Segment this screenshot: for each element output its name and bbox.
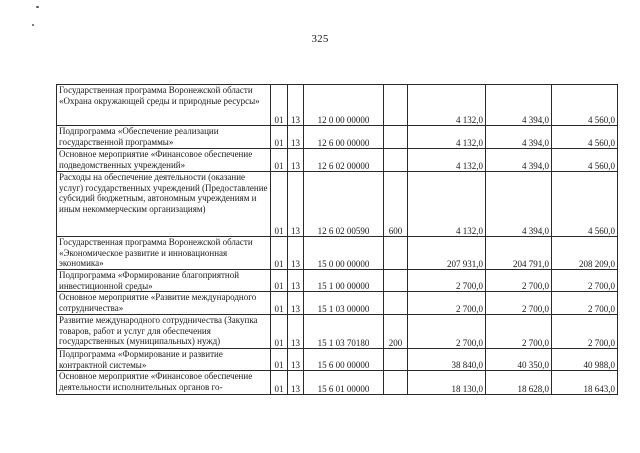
- row-expense-type: [384, 292, 408, 315]
- row-amount-year-3: 18 643,0: [552, 371, 618, 395]
- page-number: 325: [311, 33, 329, 45]
- table-row: [57, 371, 618, 395]
- row-amount-year-3: 4 560,0: [552, 172, 618, 237]
- row-subsection: 13: [288, 85, 304, 126]
- table-row: [57, 126, 618, 149]
- row-target-article: 15 1 03 70180: [304, 315, 384, 349]
- row-amount-year-3: 4 560,0: [552, 149, 618, 172]
- row-amount-year-1: 207 931,0: [408, 237, 486, 270]
- budget-table: [56, 84, 618, 395]
- row-target-article: 12 6 02 00590: [304, 172, 384, 237]
- row-amount-year-2: 4 394,0: [486, 149, 552, 172]
- row-amount-year-2: 2 700,0: [486, 292, 552, 315]
- scan-speck: [36, 6, 39, 8]
- row-section: 01: [271, 237, 288, 270]
- table-row: [57, 172, 618, 237]
- row-subsection: 13: [288, 126, 304, 149]
- row-expense-type: [384, 237, 408, 270]
- row-expense-type: [384, 149, 408, 172]
- row-subsection: 13: [288, 315, 304, 349]
- row-amount-year-3: 2 700,0: [552, 270, 618, 292]
- table-row: [57, 237, 618, 270]
- row-amount-year-3: 2 700,0: [552, 292, 618, 315]
- row-subsection: 13: [288, 349, 304, 371]
- row-target-article: 12 6 00 00000: [304, 126, 384, 149]
- row-amount-year-3: 208 209,0: [552, 237, 618, 270]
- row-amount-year-2: 204 791,0: [486, 237, 552, 270]
- row-amount-year-2: 4 394,0: [486, 126, 552, 149]
- row-name: Подпрограмма «Обеспечение реализации государственной программы»: [57, 126, 271, 149]
- row-target-article: 12 0 00 00000: [304, 85, 384, 126]
- row-section: 01: [271, 349, 288, 371]
- row-expense-type: 600: [384, 172, 408, 237]
- row-amount-year-1: 2 700,0: [408, 270, 486, 292]
- row-subsection: 13: [288, 149, 304, 172]
- scan-speck: [32, 24, 34, 26]
- row-subsection: 13: [288, 371, 304, 395]
- row-amount-year-3: 4 560,0: [552, 85, 618, 126]
- row-amount-year-3: 40 988,0: [552, 349, 618, 371]
- row-amount-year-1: 18 130,0: [408, 371, 486, 395]
- row-target-article: 15 1 00 00000: [304, 270, 384, 292]
- row-subsection: 13: [288, 292, 304, 315]
- row-amount-year-2: 4 394,0: [486, 172, 552, 237]
- row-section: 01: [271, 172, 288, 237]
- row-target-article: 15 6 01 00000: [304, 371, 384, 395]
- row-name: Государственная программа Воронежской области «Экономическое развитие и инновационная экономика»: [57, 237, 271, 270]
- table-row: [57, 149, 618, 172]
- row-amount-year-1: 4 132,0: [408, 172, 486, 237]
- row-expense-type: 200: [384, 315, 408, 349]
- row-amount-year-2: 18 628,0: [486, 371, 552, 395]
- row-amount-year-1: 4 132,0: [408, 149, 486, 172]
- row-name: Развитие международного сотрудничества (Закупка товаров, работ и услуг для обеспечения государственных (муниципальных) нужд): [57, 315, 271, 349]
- row-target-article: 15 1 03 00000: [304, 292, 384, 315]
- row-expense-type: [384, 371, 408, 395]
- row-section: 01: [271, 315, 288, 349]
- row-amount-year-2: 2 700,0: [486, 270, 552, 292]
- row-name: Основное мероприятие «Финансовое обеспечение деятельности исполнительных органов го-: [57, 371, 271, 395]
- row-expense-type: [384, 270, 408, 292]
- row-name: Расходы на обеспечение деятельности (оказание услуг) государственных учреждений (Предоставление субсидий бюджетным, автономным учреждениям и иным некоммерческим организациям): [57, 172, 271, 237]
- row-name: Государственная программа Воронежской области «Охрана окружающей среды и природные ресурсы»: [57, 85, 271, 126]
- table-row: [57, 270, 618, 292]
- row-amount-year-1: 4 132,0: [408, 85, 486, 126]
- row-name: Основное мероприятие «Финансовое обеспечение подведомственных учреждений»: [57, 149, 271, 172]
- row-amount-year-3: 2 700,0: [552, 315, 618, 349]
- table-row: [57, 292, 618, 315]
- row-amount-year-2: 4 394,0: [486, 85, 552, 126]
- row-subsection: 13: [288, 237, 304, 270]
- row-expense-type: [384, 349, 408, 371]
- row-amount-year-1: 38 840,0: [408, 349, 486, 371]
- row-amount-year-3: 4 560,0: [552, 126, 618, 149]
- row-target-article: 15 0 00 00000: [304, 237, 384, 270]
- row-subsection: 13: [288, 270, 304, 292]
- row-amount-year-2: 40 350,0: [486, 349, 552, 371]
- row-target-article: 12 6 02 00000: [304, 149, 384, 172]
- row-section: 01: [271, 270, 288, 292]
- row-target-article: 15 6 00 00000: [304, 349, 384, 371]
- row-expense-type: [384, 85, 408, 126]
- row-subsection: 13: [288, 172, 304, 237]
- row-name: Основное мероприятие «Развитие международного сотрудничества»: [57, 292, 271, 315]
- row-amount-year-1: 2 700,0: [408, 292, 486, 315]
- row-section: 01: [271, 371, 288, 395]
- row-expense-type: [384, 126, 408, 149]
- table-row: [57, 349, 618, 371]
- row-section: 01: [271, 149, 288, 172]
- row-name: Подпрограмма «Формирование и развитие контрактной системы»: [57, 349, 271, 371]
- table-row: [57, 85, 618, 126]
- row-name: Подпрограмма «Формирование благоприятной инвестиционной среды»: [57, 270, 271, 292]
- row-section: 01: [271, 126, 288, 149]
- row-amount-year-1: 4 132,0: [408, 126, 486, 149]
- table-row: [57, 315, 618, 349]
- row-amount-year-1: 2 700,0: [408, 315, 486, 349]
- row-section: 01: [271, 85, 288, 126]
- row-amount-year-2: 2 700,0: [486, 315, 552, 349]
- row-section: 01: [271, 292, 288, 315]
